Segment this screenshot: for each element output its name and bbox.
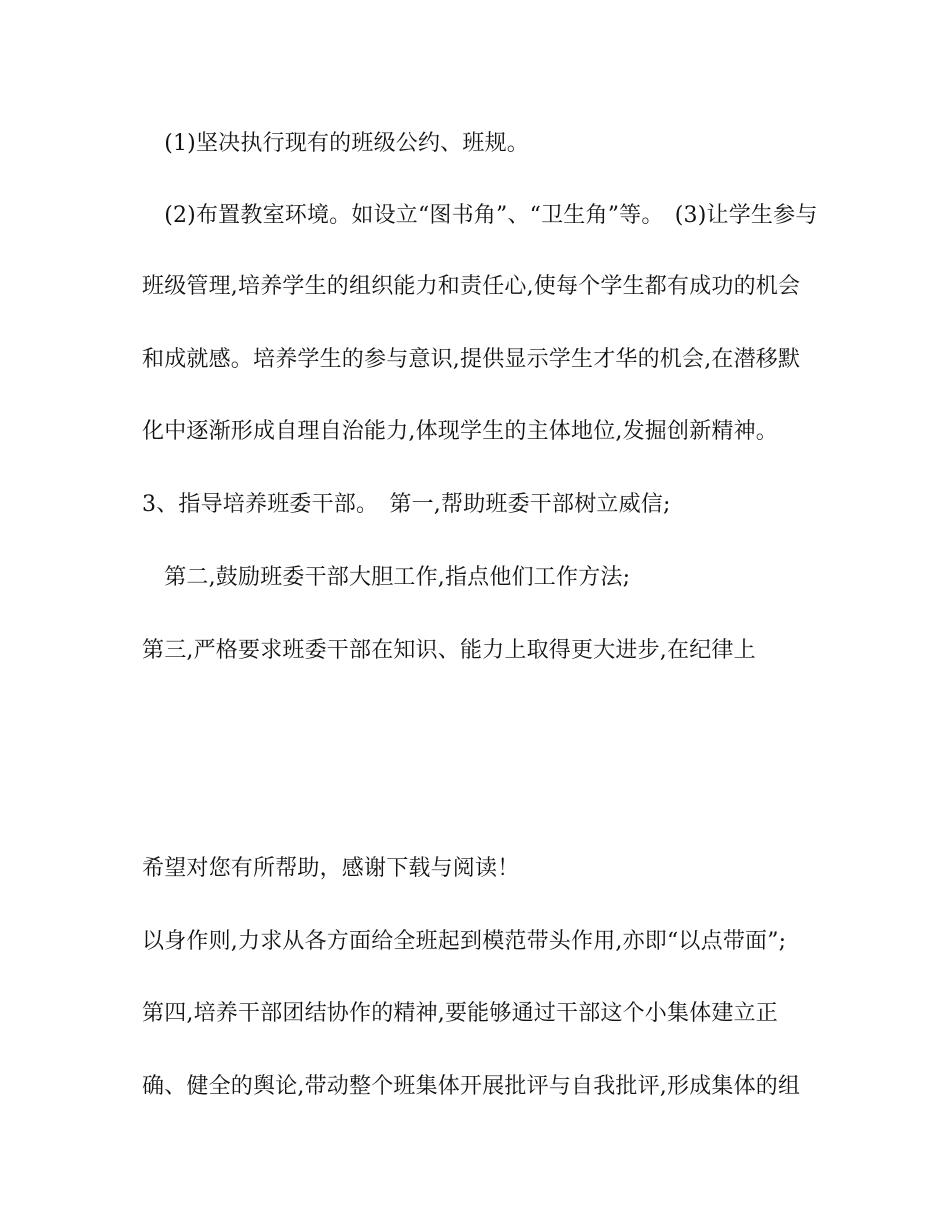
text-line-7: 第二,鼓励班委干部大胆工作,指点他们工作方法; bbox=[142, 565, 631, 590]
text-line-12: 确、健全的舆论,带动整个班集体开展批评与自我批评,形成集体的组 bbox=[142, 1074, 801, 1099]
text-line-2: (2)布置教室环境。如设立“图书角”、“卫生角”等。 (3)让学生参与 bbox=[142, 203, 818, 228]
text-line-6: 3、指导培养班委干部。 第一,帮助班委干部树立威信; bbox=[142, 492, 671, 517]
text-line-1: (1)坚决执行现有的班级公约、班规。 bbox=[142, 131, 529, 156]
text-line-9: 希望对您有所帮助，感谢下载与阅读！ bbox=[142, 856, 520, 881]
text-line-3: 班级管理,培养学生的组织能力和责任心,使每个学生都有成功的机会 bbox=[142, 274, 801, 299]
text-line-10: 以身作则,力求从各方面给全班起到模范带头作用,亦即“以点带面”; bbox=[142, 929, 787, 954]
text-line-4: 和成就感。培养学生的参与意识,提供显示学生才华的机会,在潜移默 bbox=[142, 347, 801, 372]
text-line-8: 第三,严格要求班委干部在知识、能力上取得更大进步,在纪律上 bbox=[142, 638, 756, 663]
text-line-11: 第四,培养干部团结协作的精神,要能够通过干部这个小集体建立正 bbox=[142, 1001, 778, 1026]
text-line-5: 化中逐渐形成自理自治能力,体现学生的主体地位,发掘创新精神。 bbox=[142, 419, 778, 444]
